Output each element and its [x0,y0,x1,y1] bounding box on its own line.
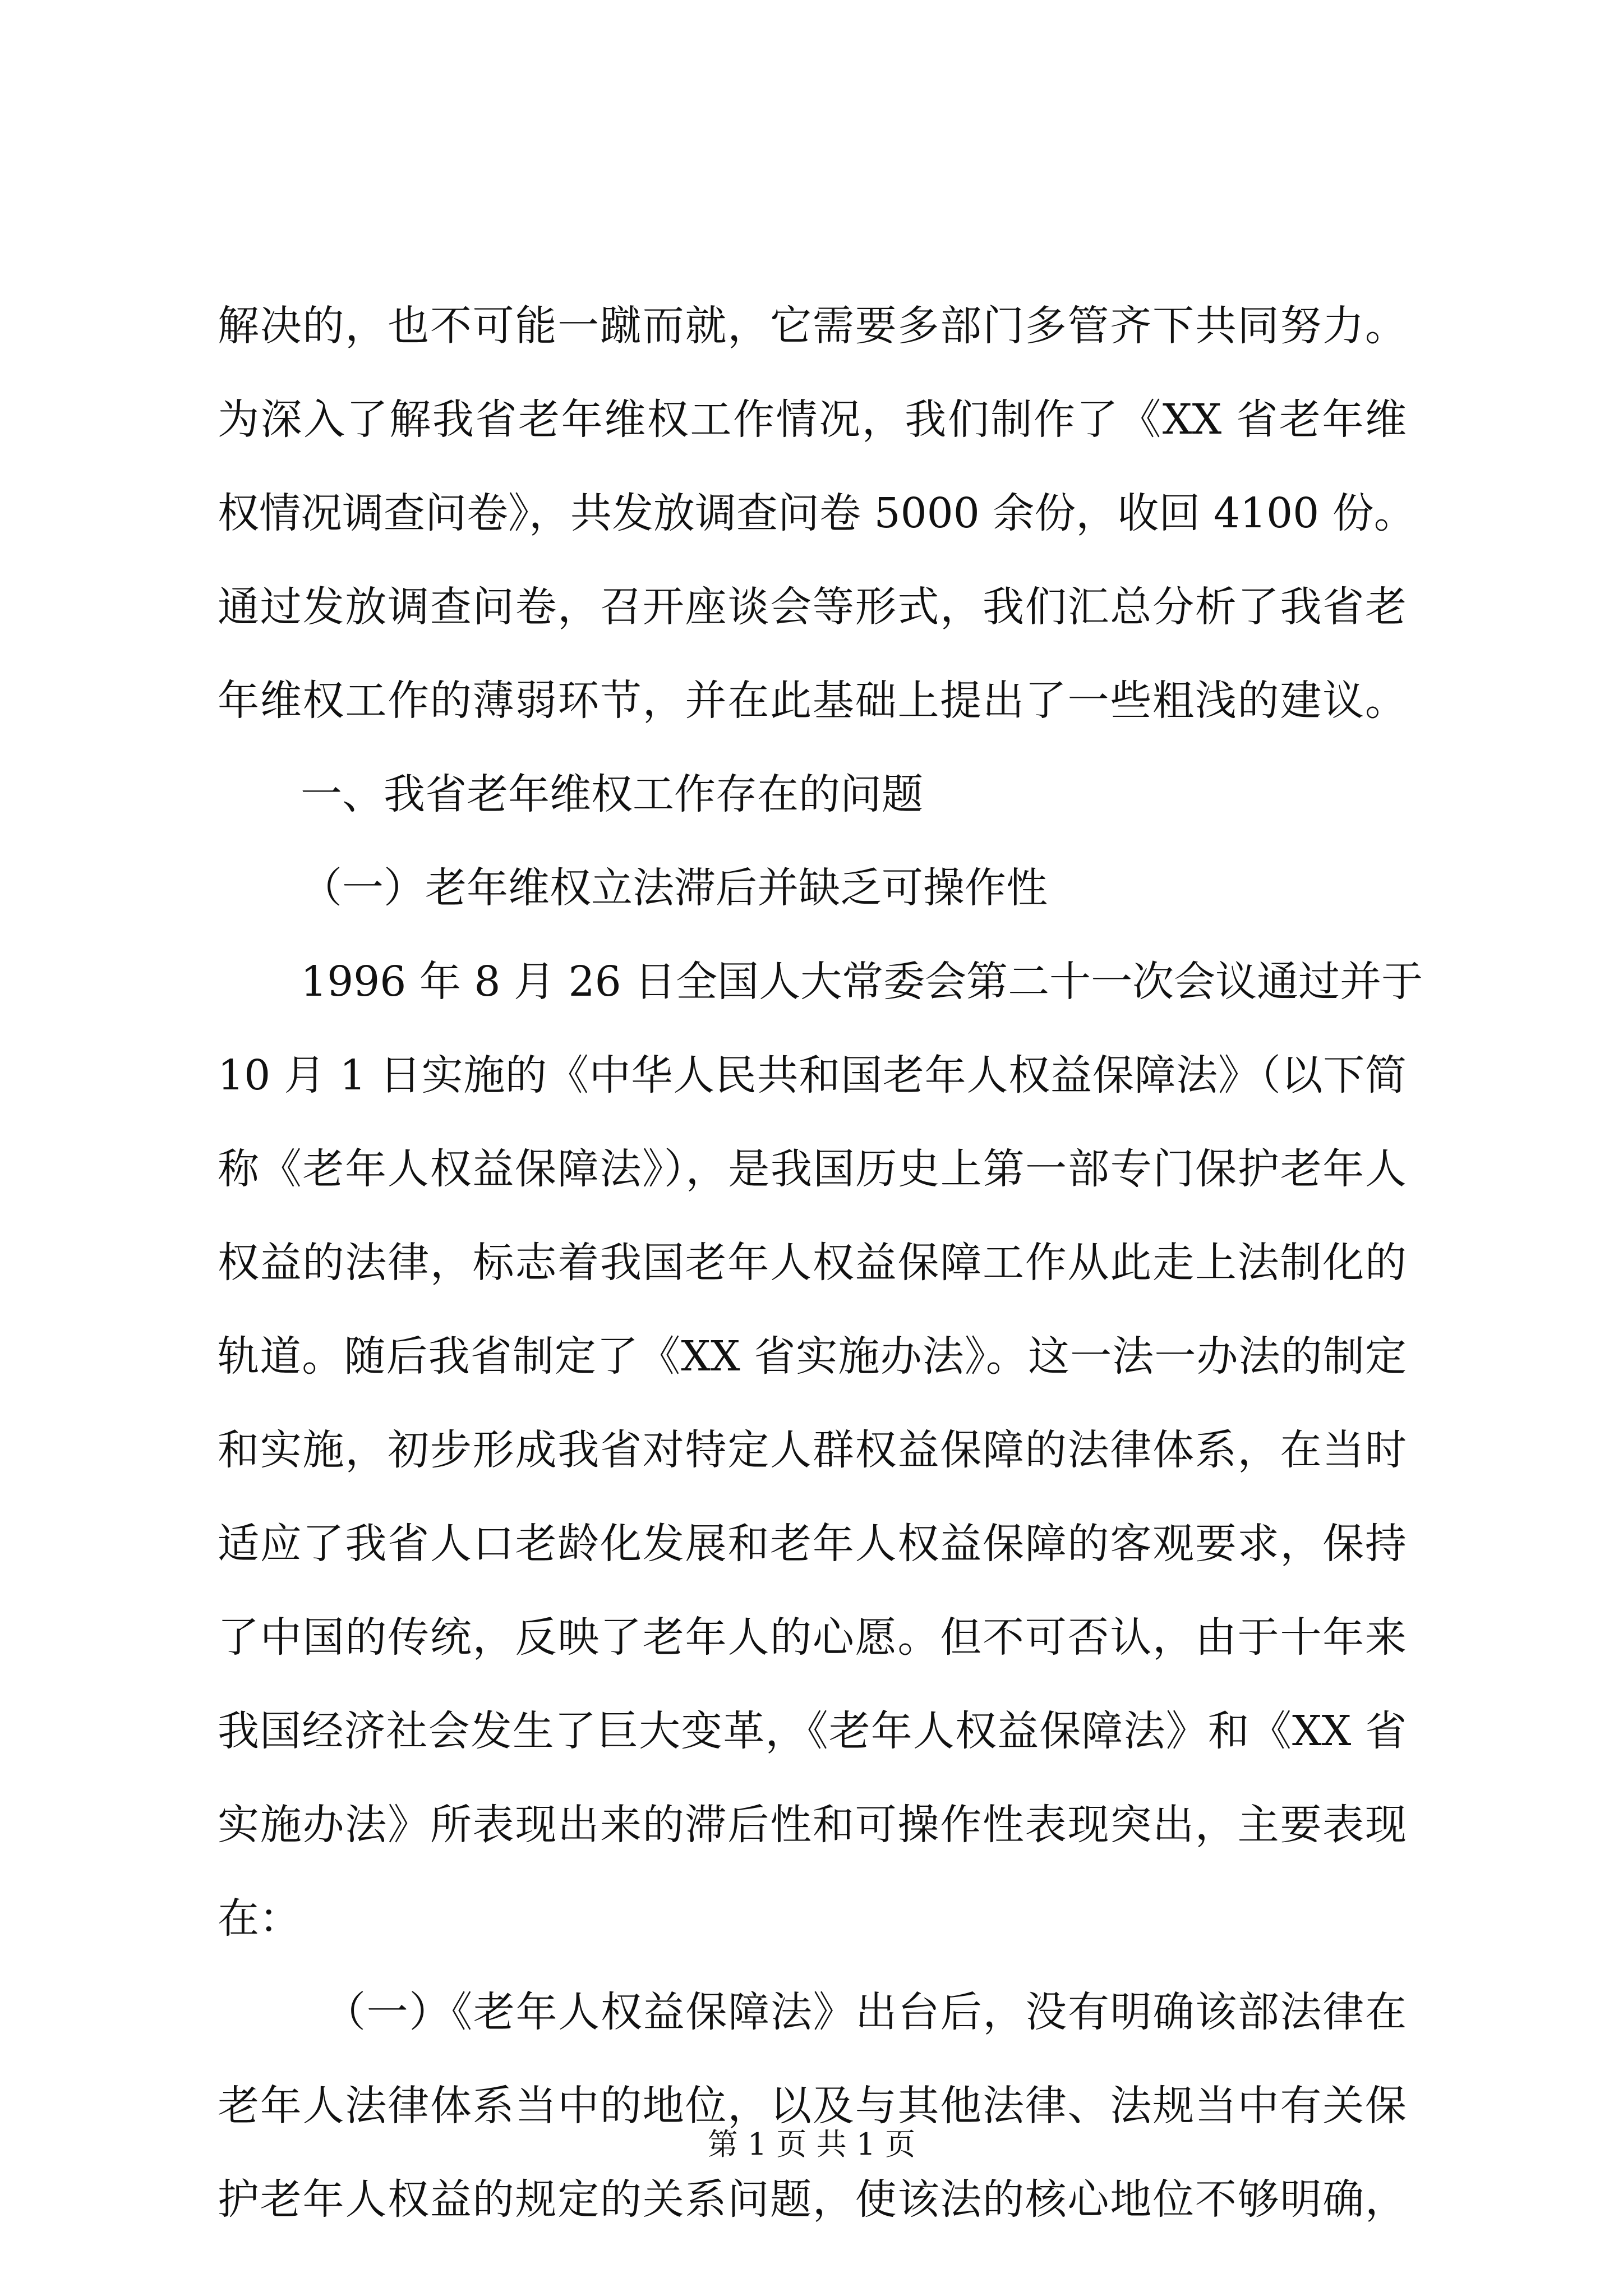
text-line: 为深入了解我省老年维权工作情况，我们制作了《XX 省老年维 [218,395,1407,444]
text-line: 适应了我省人口老龄化发展和老年人权益保障的客观要求，保持 [218,1520,1407,1568]
text-line: 老年人法律体系当中的地位，以及与其他法律、法规当中有关保 [218,2082,1407,2130]
text-line: 1996 年 8 月 26 日全国人大常委会第二十一次会议通过并于 [301,958,1423,1006]
text-line: 护老年人权益的规定的关系问题，使该法的核心地位不够明确， [218,2175,1407,2224]
text-line: 权情况调查问卷》，共发放调查问卷 5000 余份，收回 4100 份。 [218,489,1415,537]
text-line: 年维权工作的薄弱环节，并在此基础上提出了一些粗浅的建议。 [218,677,1407,725]
text-line: 通过发放调查问卷，召开座谈会等形式，我们汇总分析了我省老 [218,583,1407,631]
text-line: 实施办法》所表现出来的滞后性和可操作性表现突出，主要表现 [218,1801,1407,1849]
section-heading: 一、我省老年维权工作存在的问题 [301,770,923,818]
text-line: 了中国的传统，反映了老年人的心愿。但不可否认，由于十年来 [218,1613,1407,1662]
text-line: （一）《老年人权益保障法》出台后，没有明确该部法律在 [324,1988,1407,2036]
text-line: 解决的，也不可能一蹴而就，它需要多部门多管齐下共同努力。 [218,302,1407,350]
document-body [218,279,1423,2247]
page-number-footer: 第 1 页 共 1 页 [707,2127,916,2162]
text-line: 轨道。随后我省制定了《XX 省实施办法》。这一法一办法的制定 [218,1332,1407,1381]
text-line: 10 月 1 日实施的《中华人民共和国老年人权益保障法》（以下简 [218,1051,1407,1099]
text-line: 在： [218,1894,301,1943]
text-line: 和实施，初步形成我省对特定人群权益保障的法律体系，在当时 [218,1426,1407,1474]
subsection-heading: （一）老年维权立法滞后并缺乏可操作性 [301,864,1048,912]
text-line: 我国经济社会发生了巨大变革，《老年人权益保障法》和《XX 省 [218,1707,1407,1755]
text-line: 权益的法律，标志着我国老年人权益保障工作从此走上法制化的 [218,1239,1407,1287]
text-line: 称《老年人权益保障法》），是我国历史上第一部专门保护老年人 [218,1145,1407,1193]
